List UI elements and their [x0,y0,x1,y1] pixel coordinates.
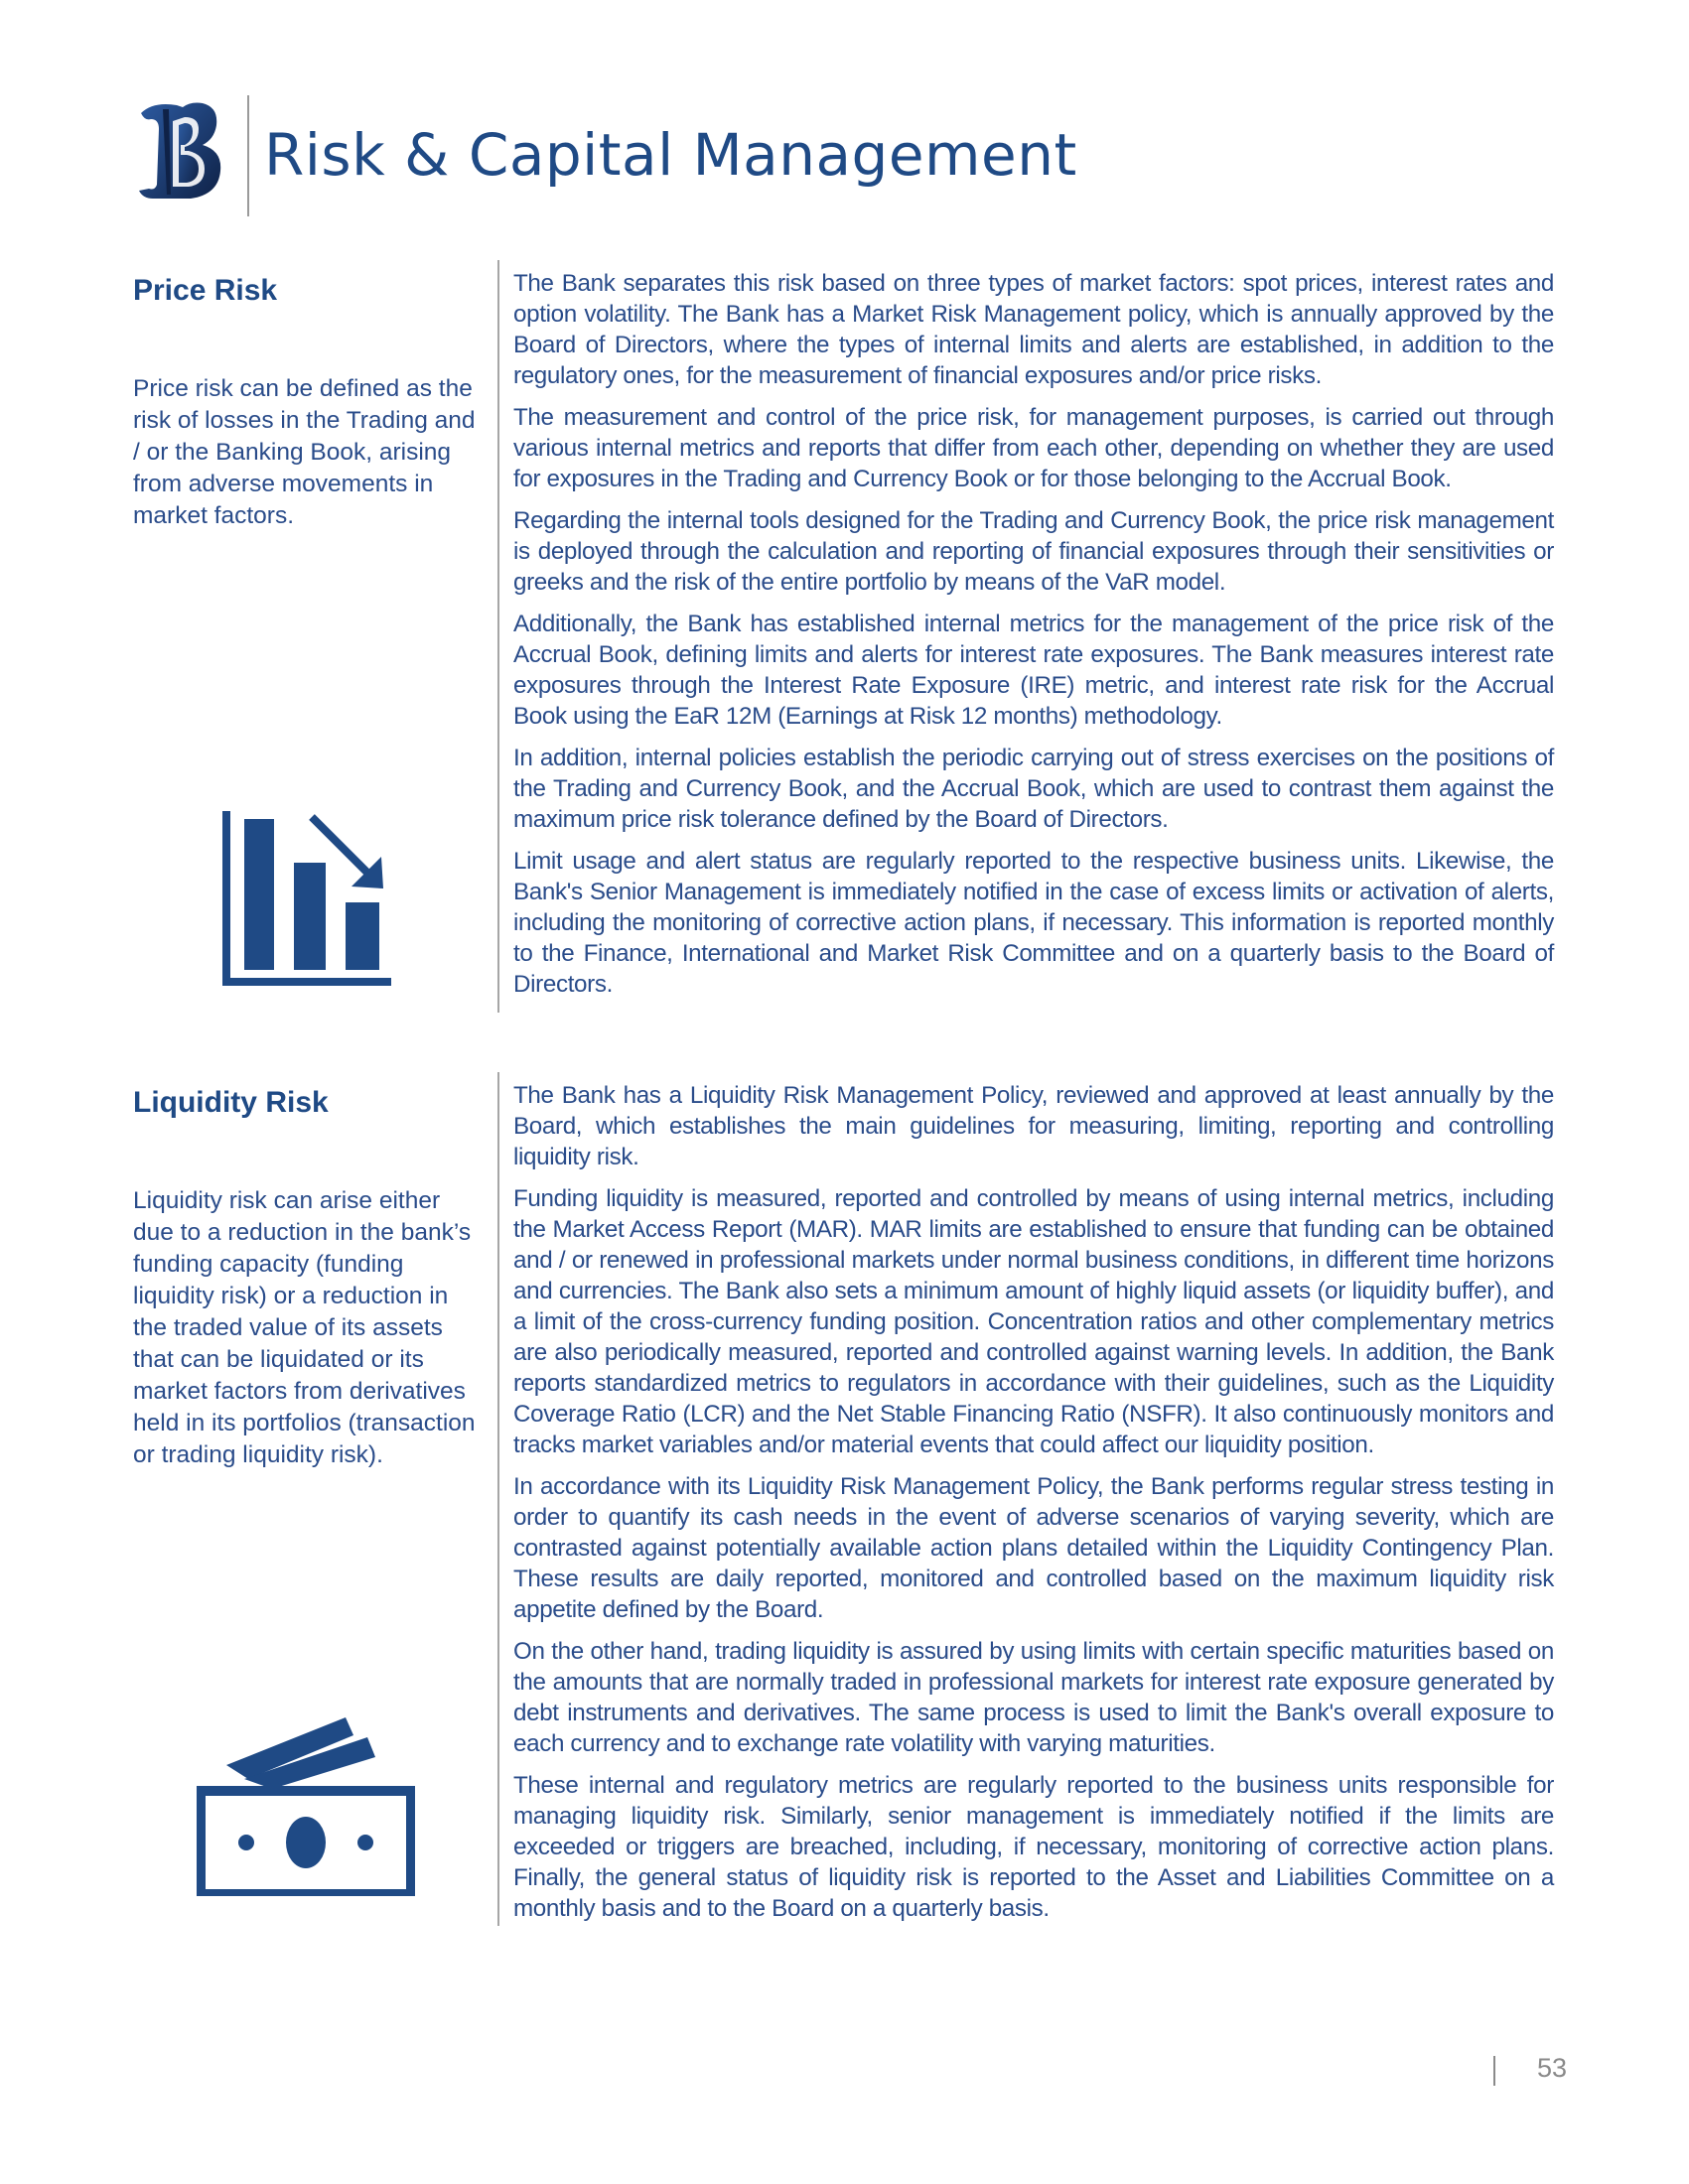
page-number: 53 [1537,2053,1568,2083]
liquidity-risk-section [0,1072,1689,1966]
footer-separator [1493,2056,1495,2086]
column-divider [497,1072,499,1926]
body-paragraph: Limit usage and alert status are regularly reported to the respective business units. Likewise, the Bank's Senior Management is immediately notified in the case of excess limits or activation of alerts, including the monitoring of corrective action plans, if necessary. This information is reported monthly to the Finance, International and Market Risk Committee and on a quarterly basis to the Board of Directors. [513,848,1554,998]
section-definition: Price risk can be defined as the risk of losses in the Trading and / or the Banking Book, arising from adverse movements in market factors. [133,375,476,529]
body-paragraph: These internal and regulatory metrics are regularly reported to the business units responsible for managing liquidity risk. Similarly, senior management is immediately notified if the limits are exceeded or triggers are breached, including, if necessary, monitoring of corrective action plans. Finally, the general status of liquidity risk is reported to the Asset and Liabilities Committee on a monthly basis and to the Board on a quarterly basis. [513,1772,1554,1922]
body-paragraph: In accordance with its Liquidity Risk Management Policy, the Bank performs regular stress testing in order to quantify its cash needs in the event of adverse scenarios of varying severity, which are contrasted against potentially available action plans detailed within the Liquidity Contingency Plan. These results are daily reported, monitored and controlled based on the maximum liquidity risk appetite defined by the Board. [513,1473,1554,1623]
body-paragraph: Funding liquidity is measured, reported and controlled by means of using internal metrics, including the Market Access Report (MAR). MAR limits are established to ensure that funding can be obtained and / or renewed in professional markets under normal business conditions, in different time horizons and currencies. The Bank also sets a minimum amount of highly liquid assets (or liquidity buffer), and a limit of the cross-currency funding position. Concentration ratios and other complementary metrics are also periodically measured, reported and controlled against warning levels. In addition, the Bank reports standardized metrics to regulators in accordance with their guidelines, such as the Liquidity Coverage Ratio (LCR) and the Net Stable Financing Ratio (NSFR). It also continuously monitors and tracks market variables and/or material events that could affect our liquidity position. [513,1185,1554,1458]
body-paragraph: Regarding the internal tools designed for the Trading and Currency Book, the price risk management is deployed through the calculation and reporting of financial exposures through their sensitivities or greeks and the risk of the entire portfolio by means of the VaR model. [513,507,1554,596]
column-divider [497,260,499,1013]
section-definition: Liquidity risk can arise either due to a reduction in the bank’s funding capacity (funding liquidity risk) or a reduction in the traded value of its assets that can be liquidated or its market factors from derivatives held in its portfolios (transaction or trading liquidity risk). [133,1187,476,1468]
page-title: Risk & Capital Management [264,121,1077,189]
price-risk-body [513,268,1554,1011]
price-risk-sidebar [133,274,483,532]
body-paragraph: In addition, internal policies establish the periodic carrying out of stress exercises on the positions of the Trading and Currency Book, and the Accrual Book, which are used to contrast them against the maximum price risk tolerance defined by the Board of Directors. [513,745,1554,833]
banknotes-icon [197,1717,415,1896]
liquidity-risk-body [513,1080,1554,1935]
section-heading: Price Risk [133,274,278,307]
header-divider [247,95,249,216]
body-paragraph: The Bank separates this risk based on three types of market factors: spot prices, interest rates and option volatility. The Bank has a Market Risk Management policy, which is annually approved by the Board of Directors, where the types of internal limits and alerts are established, in addition to the regulatory ones, for the measurement of financial exposures and/or price risks. [513,270,1554,389]
body-paragraph: The Bank has a Liquidity Risk Management Policy, reviewed and approved at least annually by the Board, which establishes the main guidelines for measuring, limiting, reporting and controlling liquidity risk. [513,1082,1554,1170]
body-paragraph: Additionally, the Bank has established internal metrics for the management of the price risk of the Accrual Book, defining limits and alerts for interest rate exposures. The Bank measures interest rate exposures through the Interest Rate Exposure (IRE) metric, and interest rate risk for the Accrual Book using the EaR 12M (Earnings at Risk 12 months) methodology. [513,611,1554,730]
bank-monogram-logo [133,99,224,203]
body-paragraph: On the other hand, trading liquidity is assured by using limits with certain specific maturities based on the amounts that are normally traded in professional markets for interest rate exposure generated by debt instruments and derivatives. The same process is used to limit the Bank's overall exposure to each currency and to exchange rate volatility with varying maturities. [513,1638,1554,1757]
liquidity-risk-sidebar [133,1086,483,1471]
page-header [133,95,1126,218]
body-paragraph: The measurement and control of the price risk, for management purposes, is carried out through various internal metrics and reports that differ from each other, depending on whether they are used for exposures in the Trading and Currency Book or for those belonging to the Accrual Book. [513,404,1554,492]
declining-bar-chart-icon [222,811,391,990]
section-heading: Liquidity Risk [133,1086,329,1119]
price-risk-section [0,260,1689,1023]
